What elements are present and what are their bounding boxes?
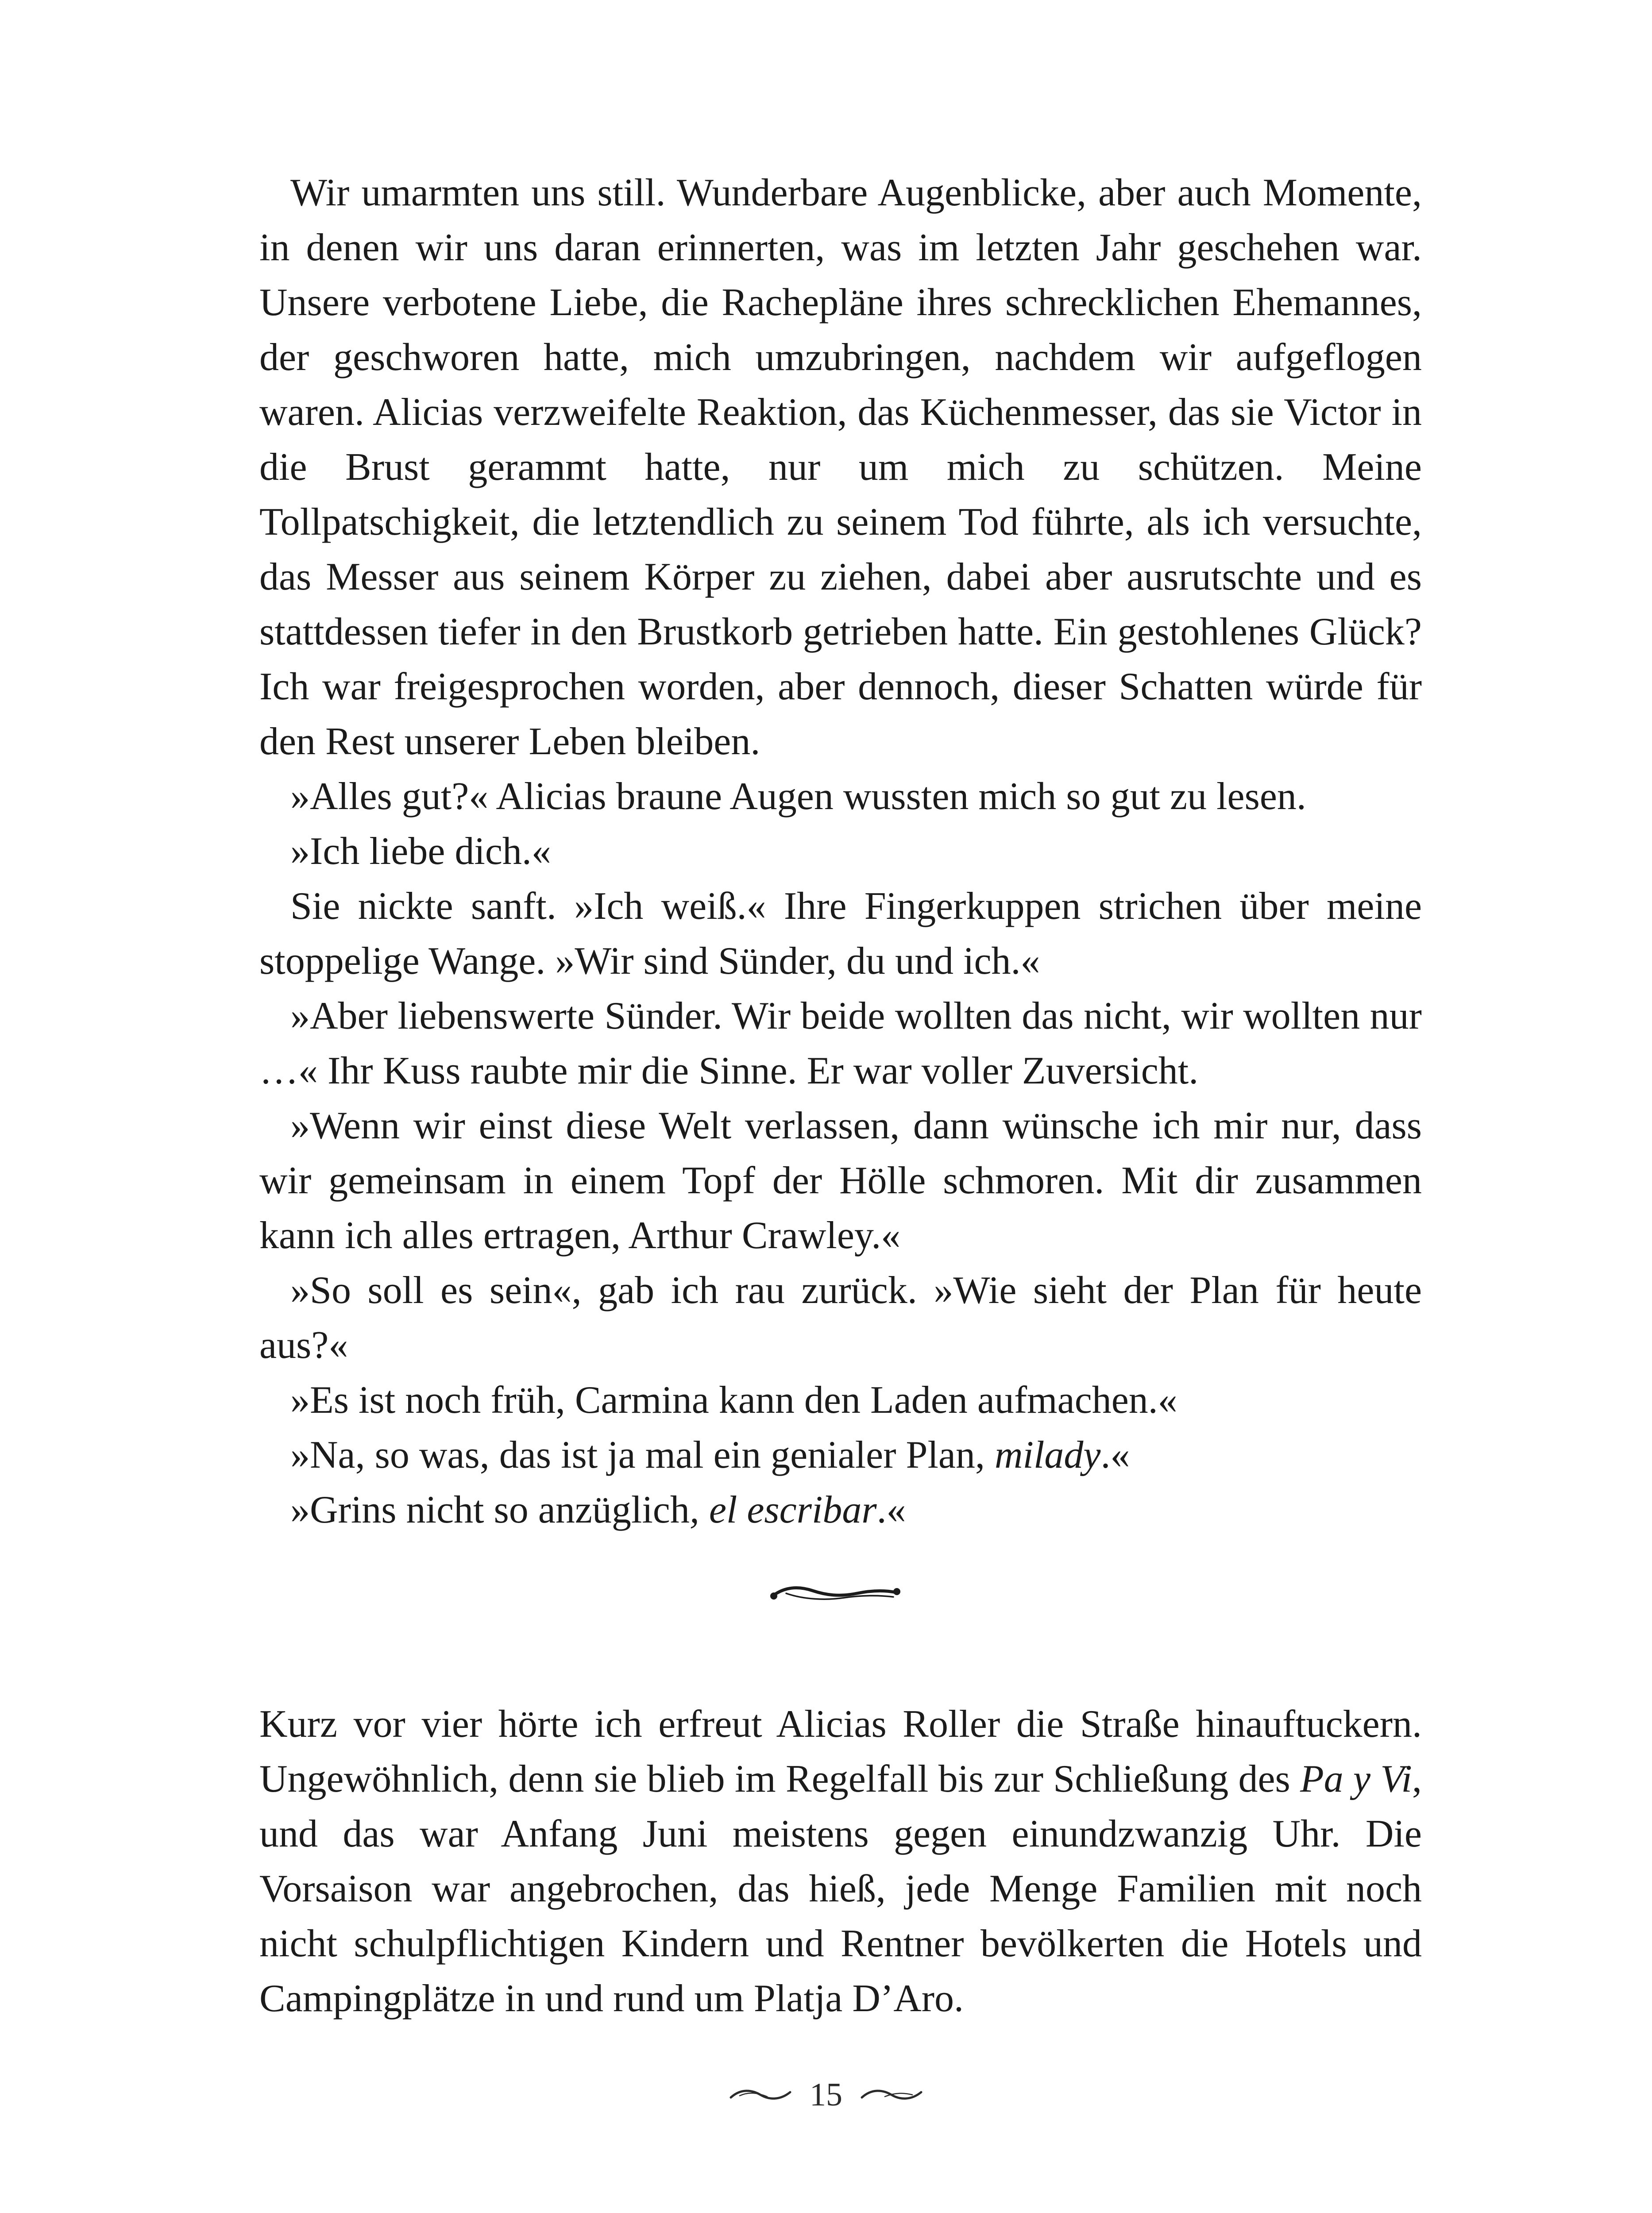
paragraph: »Alles gut?« Alicias braune Augen wussten mich so gut zu lesen. — [290, 775, 1306, 818]
paragraph-opening: Wir umarmten uns still. Wunderbare Augenblicke, aber auch Momente, in denen wir uns daran erinnerten, was im letzten Jahr geschehen war. Unsere verbotene Liebe, die Rachepläne ihres schrecklichen Ehemannes, der geschworen hatte, mich umzubringen, nachdem wir aufgeflogen waren. Alicias verzweifelte Reaktion, das Küchenmesser, das sie Victor in die Brust gerammt hatte, nur um mich zu schützen. Meine Tollpatschigkeit, die letztendlich zu seinem Tod führte, als ich versuchte, das Messer aus seinem Körper zu ziehen, dabei aber ausrutschte und es stattdessen tiefer in den Brustkorb getrieben hatte. Ein gestohlenes Glück? Ich war freigesprochen worden, aber dennoch, dieser Schatten würde für den Rest unserer Leben bleiben. — [259, 171, 1422, 763]
text-block-dialogue — [259, 166, 1422, 1538]
paragraph-text: .« — [1100, 1434, 1130, 1477]
paragraph — [259, 1428, 1422, 1483]
italic-term: Pa y Vi — [1300, 1758, 1412, 1800]
paragraph: »So soll es sein«, gab ich rau zurück. »Wie sieht der Plan für heute aus?« — [259, 1269, 1422, 1367]
text-block-narration — [259, 1697, 1422, 2026]
paragraph: Sie nickte sanft. »Ich weiß.« Ihre Fingerkuppen strichen über meine stoppelige Wange. »Wir sind Sünder, du und ich.« — [259, 885, 1422, 983]
paragraph-section-start — [259, 1697, 1422, 2026]
swash-divider-icon — [768, 1580, 901, 1607]
paragraph-text: »Na, so was, das ist ja mal ein genialer Plan, — [290, 1434, 995, 1477]
paragraph: »Aber liebenswerte Sünder. Wir beide wollten das nicht, wir wollten nur …« Ihr Kuss raubte mir die Sinne. Er war voller Zuversicht. — [259, 995, 1422, 1092]
paragraph-text: .« — [876, 1488, 906, 1531]
italic-term: , el escribar — [689, 1488, 877, 1531]
paragraph-text: Kurz vor vier hörte ich erfreut Alicias Roller die Straße hinauftuckern. Ungewöhnlich, denn sie blieb im Regelfall bis zur Schließung des — [259, 1703, 1422, 1800]
tilde-swash-left-icon — [727, 2086, 794, 2104]
paragraph-text: , und das war Anfang Juni meistens gegen einundzwanzig Uhr. Die Vorsaison war angebrochen, das hieß, jede Menge Familien mit noch nicht schulpflichtigen Kindern und Rentner bevölkerten die Hotels und Campingplätze in und rund um Platja D’Aro. — [259, 1758, 1422, 2020]
paragraph — [259, 1483, 1422, 1538]
paragraph: »Es ist noch früh, Carmina kann den Laden aufmachen.« — [290, 1379, 1177, 1422]
page-folio — [0, 2070, 1652, 2119]
paragraph-text: »Grins nicht so anzüglich — [290, 1488, 690, 1531]
paragraph: »Wenn wir einst diese Welt verlassen, dann wünsche ich mir nur, dass wir gemeinsam in einem Topf der Hölle schmoren. Mit dir zusammen kann ich alles ertragen, Arthur Crawley.« — [259, 1104, 1422, 1257]
tilde-swash-right-icon — [858, 2086, 925, 2104]
italic-term: milady — [994, 1434, 1101, 1477]
paragraph: »Ich liebe dich.« — [290, 830, 551, 873]
page-number: 15 — [810, 2076, 842, 2113]
